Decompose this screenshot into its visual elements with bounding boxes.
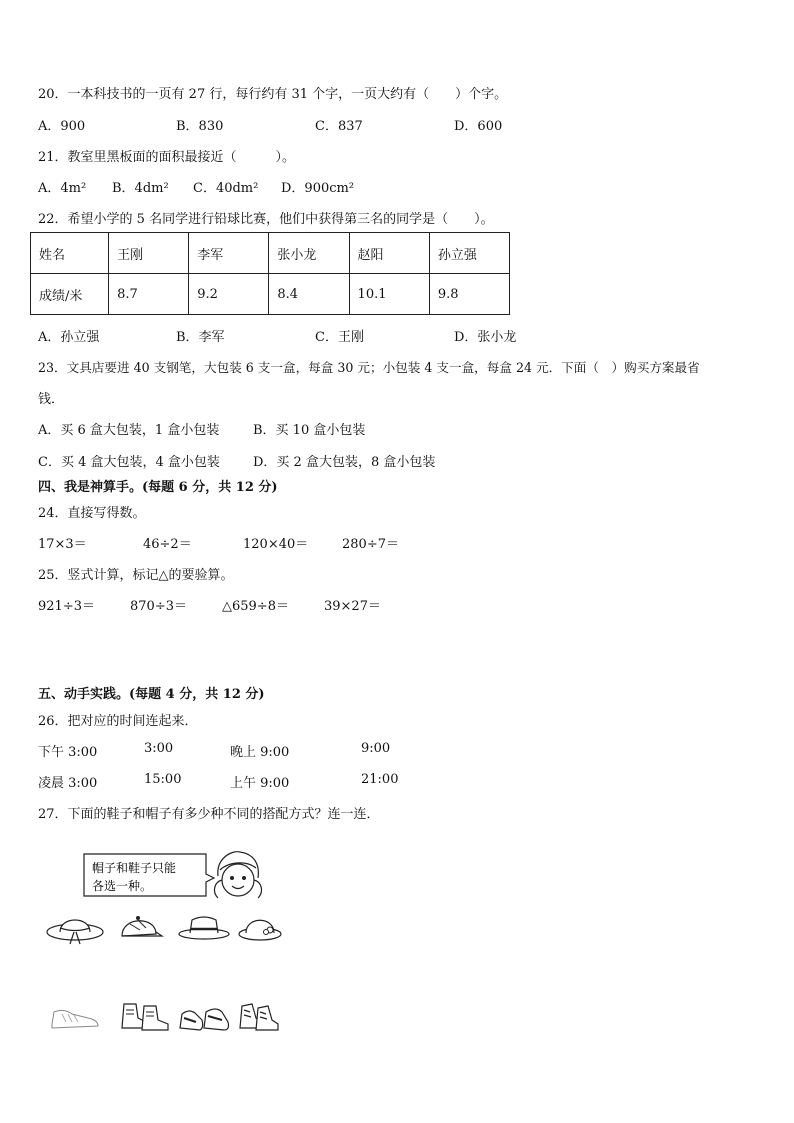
q22-option-c: C．王刚 bbox=[315, 330, 364, 345]
q21-option-c: C．40dm² bbox=[193, 181, 259, 196]
q24-item: 17×3＝ bbox=[38, 537, 87, 552]
q22-option-b: B．李军 bbox=[176, 330, 225, 345]
table-row bbox=[31, 233, 510, 274]
q25-item: 39×27＝ bbox=[324, 599, 381, 614]
section4-title: 四、我是神算手。(每题 6 分，共 12 分) bbox=[38, 480, 278, 495]
q25-item: 870÷3＝ bbox=[130, 599, 187, 614]
time-label: 9:00 bbox=[361, 741, 391, 756]
table-header-cell: 赵阳 bbox=[349, 233, 429, 274]
bubble-text-line1: 帽子和鞋子只能 bbox=[92, 861, 177, 875]
table-cell: 9.8 bbox=[429, 274, 509, 315]
time-label: 21:00 bbox=[361, 772, 399, 787]
q20-option-a: A．900 bbox=[38, 119, 86, 134]
bonnet-hat-icon bbox=[236, 910, 284, 944]
q22-option-d: D．张小龙 bbox=[454, 330, 517, 345]
time-label: 3:00 bbox=[144, 741, 174, 756]
q23-option-c: C．买 4 盒大包装，4 盒小包装 bbox=[38, 455, 220, 470]
table-header-cell: 孙立强 bbox=[429, 233, 509, 274]
table-cell: 9.2 bbox=[189, 274, 269, 315]
q24-item: 120×40＝ bbox=[243, 537, 309, 552]
girl-icon bbox=[210, 848, 266, 904]
table-cell: 8.7 bbox=[109, 274, 189, 315]
q22-stem: 22．希望小学的 5 名同学进行铅球比赛，他们中获得第三名的同学是（ ）。 bbox=[38, 212, 494, 227]
section5-title: 五、动手实践。(每题 4 分，共 12 分) bbox=[38, 687, 265, 702]
time-label: 凌晨 3:00 bbox=[38, 776, 98, 791]
bubble-text-line2: 各选一种。 bbox=[92, 879, 153, 893]
table-header-cell: 张小龙 bbox=[269, 233, 349, 274]
sneakers-pair-icon bbox=[176, 1000, 232, 1034]
high-top-shoes-icon bbox=[236, 998, 280, 1034]
q23-option-b: B．买 10 盒小包装 bbox=[253, 423, 366, 438]
q21-option-d: D．900cm² bbox=[281, 181, 355, 196]
time-label: 晚上 9:00 bbox=[230, 745, 290, 760]
table-header-cell: 王刚 bbox=[109, 233, 189, 274]
q23-option-a: A．买 6 盒大包装，1 盒小包装 bbox=[38, 423, 220, 438]
q25-item: 921÷3＝ bbox=[38, 599, 95, 614]
cap-icon bbox=[116, 910, 166, 946]
q20-option-d: D．600 bbox=[454, 119, 503, 134]
time-label: 上午 9:00 bbox=[230, 776, 290, 791]
q20-stem: 20．一本科技书的一页有 27 行，每行约有 31 个字，一页大约有（ ）个字。 bbox=[38, 87, 508, 102]
score-table bbox=[30, 232, 510, 315]
q21-option-b: B．4dm² bbox=[112, 181, 169, 196]
q24-item: 46÷2＝ bbox=[143, 537, 192, 552]
q23-stem-line1: 23．文具店要进 40 支钢笔，大包装 6 支一盒，每盒 30 元；小包装 4 支一盒，每盒 24 元．下面（ ）购买方案最省 bbox=[38, 360, 700, 375]
time-label: 15:00 bbox=[144, 772, 182, 787]
q24-item: 280÷7＝ bbox=[342, 537, 399, 552]
q20-option-c: C．837 bbox=[315, 119, 363, 134]
table-header-cell: 姓名 bbox=[31, 233, 109, 274]
table-cell: 成绩/米 bbox=[31, 274, 109, 315]
table-header-cell: 李军 bbox=[189, 233, 269, 274]
table-row bbox=[31, 274, 510, 315]
q22-option-a: A．孙立强 bbox=[38, 330, 100, 345]
sneaker-icon bbox=[48, 1000, 102, 1034]
q27-stem: 27．下面的鞋子和帽子有多少种不同的搭配方式？连一连． bbox=[38, 807, 380, 822]
q23-stem-line2: 钱． bbox=[38, 392, 65, 407]
q24-stem: 24．直接写得数。 bbox=[38, 506, 146, 521]
q25-item: △659÷8＝ bbox=[222, 599, 289, 614]
q25-stem: 25．竖式计算，标记△的要验算。 bbox=[38, 568, 234, 583]
boots-icon bbox=[116, 998, 172, 1034]
q20-option-b: B．830 bbox=[176, 119, 224, 134]
q23-option-d: D．买 2 盒大包装，8 盒小包装 bbox=[253, 455, 436, 470]
q21-option-a: A．4m² bbox=[38, 181, 87, 196]
sun-hat-icon bbox=[44, 908, 106, 948]
table-cell: 8.4 bbox=[269, 274, 349, 315]
table-cell: 10.1 bbox=[349, 274, 429, 315]
q21-stem: 21．教室里黑板面的面积最接近（ ）。 bbox=[38, 150, 296, 165]
fedora-icon bbox=[176, 912, 232, 944]
q26-stem: 26．把对应的时间连起来． bbox=[38, 714, 198, 729]
time-label: 下午 3:00 bbox=[38, 745, 98, 760]
